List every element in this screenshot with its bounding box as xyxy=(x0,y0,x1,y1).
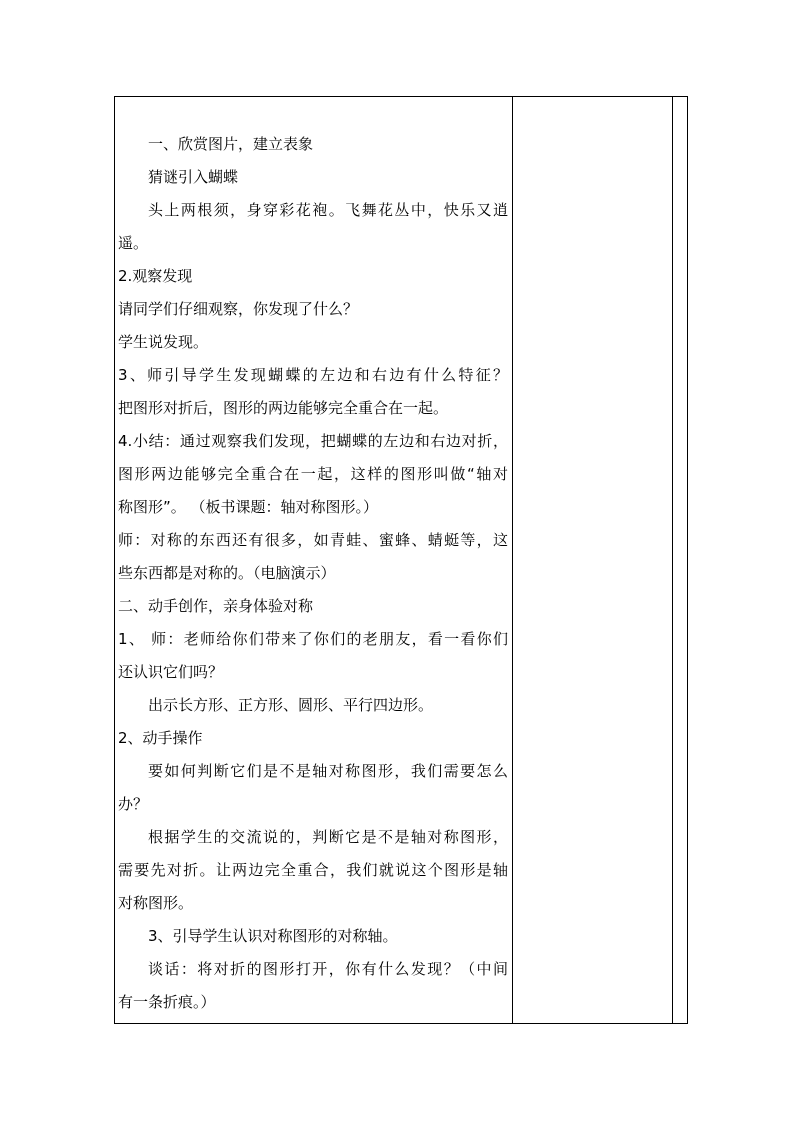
text-line: 遥。 xyxy=(118,234,149,252)
text-line: 把图形对折后，图形的两边能够完全重合在一起。 xyxy=(118,399,449,417)
text-line: 出示长方形、正方形、圆形、平行四边形。 xyxy=(148,696,434,714)
step-heading: 3、引导学生认识对称图形的对称轴。 xyxy=(148,927,398,945)
text-line: 猜谜引入蝴蝶 xyxy=(148,168,239,186)
text-line: 办？ xyxy=(118,795,149,813)
step-heading: 1、 师：老师给你们带来了你们的老朋友，看一看你们 xyxy=(118,630,508,648)
text-line: 学生说发现。 xyxy=(118,333,209,351)
step-heading: 2.观察发现 xyxy=(118,267,193,285)
text-line: 还认识它们吗？ xyxy=(118,663,224,681)
text-line: 有一条折痕。） xyxy=(118,993,216,1011)
text-line: 对称图形。 xyxy=(118,894,194,912)
section-heading: 一、欣赏图片，建立表象 xyxy=(148,135,314,153)
text-line: 图形两边能够完全重合在一起，这样的图形叫做“轴对 xyxy=(118,465,508,483)
text-line: 些东西都是对称的。（电脑演示） xyxy=(118,564,336,582)
column-divider xyxy=(512,96,513,1024)
step-heading: 2、动手操作 xyxy=(118,729,203,747)
text-line: 谈话：将对折的图形打开，你有什么发现？（中间 xyxy=(148,960,508,978)
lesson-content-cell xyxy=(118,128,508,1019)
text-line: 根据学生的交流说的，判断它是不是轴对称图形， xyxy=(148,828,508,846)
text-line: 要如何判断它们是不是轴对称图形，我们需要怎么 xyxy=(148,762,508,780)
text-line: 请同学们仔细观察，你发现了什么？ xyxy=(118,300,359,318)
section-heading: 二、动手创作，亲身体验对称 xyxy=(118,597,314,615)
text-line: 师：对称的东西还有很多，如青蛙、蜜蜂、蜻蜓等，这 xyxy=(118,531,508,549)
text-line: 需要先对折。让两边完全重合，我们就说这个图形是轴 xyxy=(118,861,508,879)
step-heading: 3、师引导学生发现蝴蝶的左边和右边有什么特征？ xyxy=(118,366,508,384)
text-line: 头上两根须，身穿彩花袍。飞舞花丛中，快乐又逍 xyxy=(148,201,508,219)
column-divider xyxy=(672,96,673,1024)
text-line: 称图形”。 （板书课题：轴对称图形。） xyxy=(118,498,379,516)
step-heading: 4.小结：通过观察我们发现，把蝴蝶的左边和右边对折， xyxy=(118,432,508,450)
